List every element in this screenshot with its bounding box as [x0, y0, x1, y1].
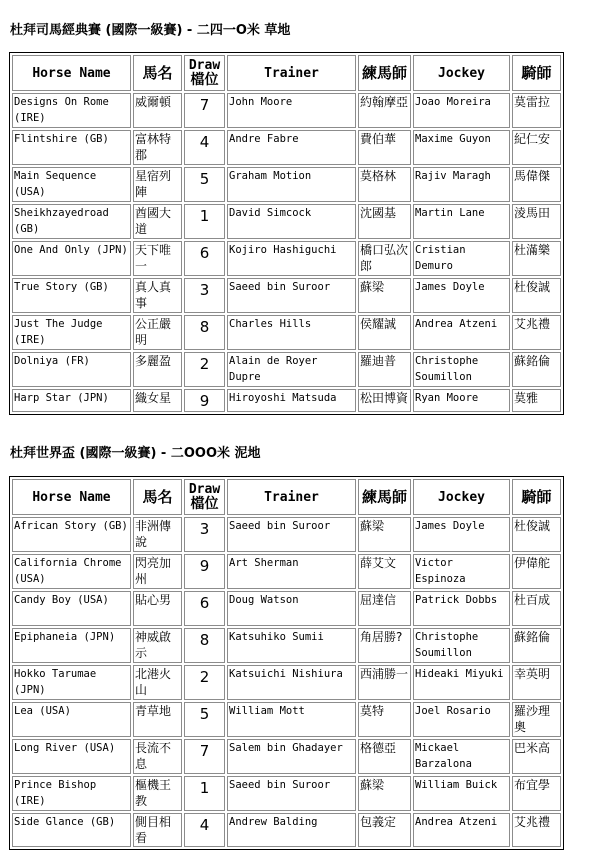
cell-draw: 4 — [184, 813, 225, 847]
col-horse-cn: 馬名 — [133, 55, 182, 91]
cell-trainer: Katsuhiko Sumii — [227, 628, 356, 663]
cell-horse-name: Prince Bishop (IRE) — [12, 776, 131, 811]
col-draw-en: Draw — [188, 482, 221, 497]
cell-trainer: Andre Fabre — [227, 130, 356, 165]
cell-trainer-cn: 包義定 — [358, 813, 411, 847]
cell-draw: 7 — [184, 739, 225, 774]
cell-horse-cn: 酋國大道 — [133, 204, 182, 239]
col-horse-name: Horse Name — [12, 55, 131, 91]
cell-horse-cn: 神威啟示 — [133, 628, 182, 663]
cell-jockey: Mickael Barzalona — [413, 739, 510, 774]
cell-trainer: Alain de Royer Dupre — [227, 352, 356, 387]
col-horse-cn: 馬名 — [133, 479, 182, 515]
cell-draw: 5 — [184, 167, 225, 202]
cell-draw: 9 — [184, 554, 225, 589]
cell-jockey-cn: 莫雷拉 — [512, 93, 561, 128]
cell-jockey-cn: 蘇銘倫 — [512, 352, 561, 387]
cell-draw: 1 — [184, 204, 225, 239]
cell-horse-name: Sheikhzayedroad (GB) — [12, 204, 131, 239]
cell-trainer: Art Sherman — [227, 554, 356, 589]
table-row — [12, 628, 561, 663]
cell-jockey: Rajiv Maragh — [413, 167, 510, 202]
cell-jockey-cn: 杜俊誠 — [512, 278, 561, 313]
cell-trainer-cn: 蘇梁 — [358, 278, 411, 313]
cell-horse-name: Hokko Tarumae (JPN) — [12, 665, 131, 700]
cell-jockey-cn: 艾兆禮 — [512, 315, 561, 350]
cell-draw: 1 — [184, 776, 225, 811]
cell-trainer-cn: 橋口弘次郎 — [358, 241, 411, 276]
cell-jockey: Martin Lane — [413, 204, 510, 239]
cell-trainer-cn: 約翰摩亞 — [358, 93, 411, 128]
col-draw-en: Draw — [188, 58, 221, 73]
cell-jockey: Joel Rosario — [413, 702, 510, 737]
race-title: 杜拜世界盃 (國際一級賽) - 二OOO米 泥地 — [10, 446, 261, 461]
cell-horse-cn: 真人真事 — [133, 278, 182, 313]
cell-trainer-cn: 格德亞 — [358, 739, 411, 774]
cell-horse-cn: 閃亮加州 — [133, 554, 182, 589]
table-row — [12, 241, 561, 276]
cell-horse-cn: 貼心男 — [133, 591, 182, 626]
cell-trainer-cn: 西浦勝一 — [358, 665, 411, 700]
cell-horse-cn: 星宿列陣 — [133, 167, 182, 202]
cell-trainer: Kojiro Hashiguchi — [227, 241, 356, 276]
cell-draw: 8 — [184, 628, 225, 663]
cell-horse-cn: 長流不息 — [133, 739, 182, 774]
cell-horse-name: True Story (GB) — [12, 278, 131, 313]
cell-draw: 3 — [184, 517, 225, 552]
cell-trainer: Graham Motion — [227, 167, 356, 202]
cell-trainer: Saeed bin Suroor — [227, 278, 356, 313]
cell-draw: 7 — [184, 93, 225, 128]
col-jockey: Jockey — [413, 479, 510, 515]
cell-jockey-cn: 杜百成 — [512, 591, 561, 626]
col-trainer-cn: 練馬師 — [358, 479, 411, 515]
cell-draw: 2 — [184, 665, 225, 700]
table-row — [12, 389, 561, 412]
cell-draw: 6 — [184, 241, 225, 276]
cell-horse-cn: 樞機王教 — [133, 776, 182, 811]
cell-draw: 9 — [184, 389, 225, 412]
cell-jockey: Christophe Soumillon — [413, 628, 510, 663]
cell-jockey-cn: 艾兆禮 — [512, 813, 561, 847]
cell-trainer: Hiroyoshi Matsuda — [227, 389, 356, 412]
table-row — [12, 352, 561, 387]
race-table-body — [12, 517, 561, 847]
table-row — [12, 517, 561, 552]
cell-draw: 8 — [184, 315, 225, 350]
cell-jockey-cn: 伊偉舵 — [512, 554, 561, 589]
col-jockey-cn: 騎師 — [512, 479, 561, 515]
race-table-body — [12, 93, 561, 412]
cell-trainer-cn: 侯耀誠 — [358, 315, 411, 350]
cell-trainer-cn: 蘇梁 — [358, 517, 411, 552]
cell-trainer-cn: 費伯華 — [358, 130, 411, 165]
header-row — [12, 479, 561, 515]
cell-horse-name: Main Sequence (USA) — [12, 167, 131, 202]
cell-trainer-cn: 屈達信 — [358, 591, 411, 626]
cell-horse-cn: 北港火山 — [133, 665, 182, 700]
cell-jockey-cn: 蘇銘倫 — [512, 628, 561, 663]
cell-jockey: Joao Moreira — [413, 93, 510, 128]
cell-horse-name: Just The Judge (IRE) — [12, 315, 131, 350]
race-title: 杜拜司馬經典賽 (國際一級賽) - 二四一O米 草地 — [10, 23, 291, 38]
cell-horse-name: Harp Star (JPN) — [12, 389, 131, 412]
table-row — [12, 278, 561, 313]
cell-trainer-cn: 莫特 — [358, 702, 411, 737]
cell-horse-cn: 公正嚴明 — [133, 315, 182, 350]
cell-trainer: John Moore — [227, 93, 356, 128]
table-row — [12, 702, 561, 737]
col-trainer: Trainer — [227, 479, 356, 515]
cell-horse-name: Side Glance (GB) — [12, 813, 131, 847]
col-draw — [184, 479, 225, 515]
col-draw — [184, 55, 225, 91]
cell-draw: 3 — [184, 278, 225, 313]
cell-trainer: Saeed bin Suroor — [227, 776, 356, 811]
cell-jockey: Cristian Demuro — [413, 241, 510, 276]
table-row — [12, 591, 561, 626]
cell-horse-cn: 側目相看 — [133, 813, 182, 847]
cell-jockey-cn: 馬偉傑 — [512, 167, 561, 202]
cell-trainer: Doug Watson — [227, 591, 356, 626]
cell-horse-cn: 織女星 — [133, 389, 182, 412]
cell-horse-cn: 天下唯一 — [133, 241, 182, 276]
cell-horse-cn: 多麗盈 — [133, 352, 182, 387]
cell-jockey-cn: 莫雅 — [512, 389, 561, 412]
cell-trainer: Andrew Balding — [227, 813, 356, 847]
race-table — [9, 52, 564, 415]
cell-horse-name: Epiphaneia (JPN) — [12, 628, 131, 663]
cell-trainer: David Simcock — [227, 204, 356, 239]
table-row — [12, 167, 561, 202]
cell-trainer: William Mott — [227, 702, 356, 737]
cell-horse-name: African Story (GB) — [12, 517, 131, 552]
table-row — [12, 93, 561, 128]
table-row — [12, 776, 561, 811]
cell-jockey-cn: 巴米高 — [512, 739, 561, 774]
header-row — [12, 55, 561, 91]
cell-horse-name: Candy Boy (USA) — [12, 591, 131, 626]
cell-horse-cn: 青草地 — [133, 702, 182, 737]
cell-horse-name: Long River (USA) — [12, 739, 131, 774]
cell-trainer-cn: 沈國基 — [358, 204, 411, 239]
col-draw-cn: 檔位 — [190, 72, 219, 88]
cell-trainer: Saeed bin Suroor — [227, 517, 356, 552]
cell-jockey-cn: 杜滿樂 — [512, 241, 561, 276]
table-row — [12, 554, 561, 589]
cell-trainer-cn: 蘇梁 — [358, 776, 411, 811]
cell-trainer: Charles Hills — [227, 315, 356, 350]
cell-jockey: Ryan Moore — [413, 389, 510, 412]
col-horse-name: Horse Name — [12, 479, 131, 515]
cell-jockey: Christophe Soumillon — [413, 352, 510, 387]
cell-trainer-cn: 薛艾文 — [358, 554, 411, 589]
cell-jockey: Hideaki Miyuki — [413, 665, 510, 700]
cell-draw: 2 — [184, 352, 225, 387]
cell-jockey: Andrea Atzeni — [413, 813, 510, 847]
cell-trainer: Katsuichi Nishiura — [227, 665, 356, 700]
cell-jockey-cn: 紀仁安 — [512, 130, 561, 165]
table-row — [12, 204, 561, 239]
table-row — [12, 130, 561, 165]
cell-horse-cn: 非洲傳說 — [133, 517, 182, 552]
cell-horse-name: Lea (USA) — [12, 702, 131, 737]
cell-draw: 6 — [184, 591, 225, 626]
col-trainer-cn: 練馬師 — [358, 55, 411, 91]
cell-trainer-cn: 羅迪普 — [358, 352, 411, 387]
cell-trainer-cn: 松田博資 — [358, 389, 411, 412]
cell-jockey: William Buick — [413, 776, 510, 811]
cell-jockey: James Doyle — [413, 278, 510, 313]
col-jockey-cn: 騎師 — [512, 55, 561, 91]
cell-trainer-cn: 角居勝? — [358, 628, 411, 663]
cell-draw: 4 — [184, 130, 225, 165]
cell-jockey-cn: 布宜學 — [512, 776, 561, 811]
cell-draw: 5 — [184, 702, 225, 737]
cell-jockey-cn: 淩馬田 — [512, 204, 561, 239]
cell-horse-name: Flintshire (GB) — [12, 130, 131, 165]
cell-jockey-cn: 杜俊誠 — [512, 517, 561, 552]
col-jockey: Jockey — [413, 55, 510, 91]
cell-jockey-cn: 羅沙理奧 — [512, 702, 561, 737]
table-row — [12, 665, 561, 700]
cell-jockey: Patrick Dobbs — [413, 591, 510, 626]
cell-horse-cn: 富林特郡 — [133, 130, 182, 165]
cell-horse-name: One And Only (JPN) — [12, 241, 131, 276]
table-row — [12, 739, 561, 774]
col-draw-cn: 檔位 — [190, 496, 219, 512]
cell-jockey: James Doyle — [413, 517, 510, 552]
cell-horse-cn: 威爾頓 — [133, 93, 182, 128]
race-table — [9, 476, 564, 850]
cell-jockey: Victor Espinoza — [413, 554, 510, 589]
cell-horse-name: Dolniya (FR) — [12, 352, 131, 387]
col-trainer: Trainer — [227, 55, 356, 91]
cell-horse-name: California Chrome (USA) — [12, 554, 131, 589]
cell-jockey: Andrea Atzeni — [413, 315, 510, 350]
cell-trainer-cn: 莫格林 — [358, 167, 411, 202]
cell-jockey-cn: 幸英明 — [512, 665, 561, 700]
cell-trainer: Salem bin Ghadayer — [227, 739, 356, 774]
table-row — [12, 813, 561, 847]
cell-horse-name: Designs On Rome (IRE) — [12, 93, 131, 128]
cell-jockey: Maxime Guyon — [413, 130, 510, 165]
table-row — [12, 315, 561, 350]
